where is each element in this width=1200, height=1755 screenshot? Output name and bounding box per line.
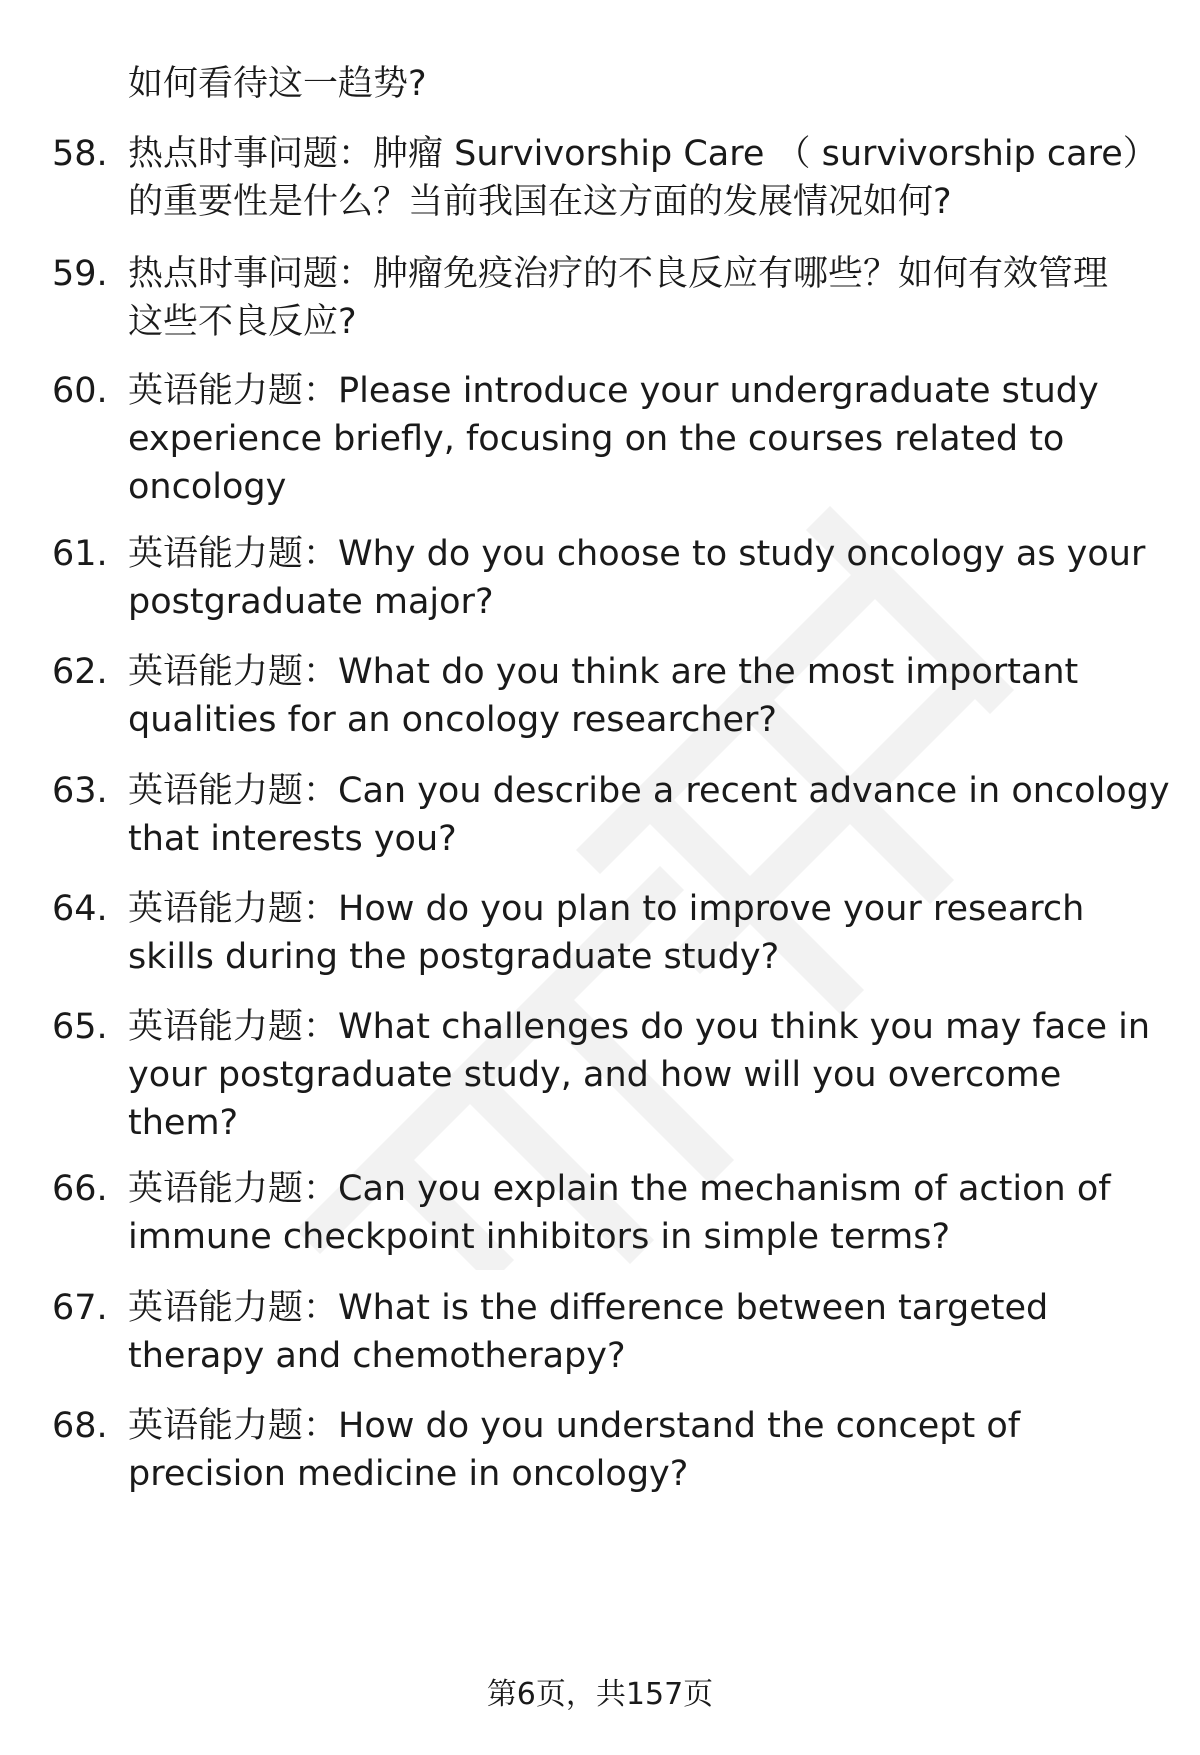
question-text-line: qualities for an oncology researcher? <box>128 700 778 740</box>
question-text-line: 英语能力题：How do you plan to improve your research <box>128 889 1085 929</box>
question-text <box>128 648 1162 744</box>
page-footer: 第6页，共157页 <box>486 1677 714 1712</box>
question-number: 59. <box>52 254 108 294</box>
question-number: 65. <box>52 1007 108 1047</box>
question-text-line: therapy and chemotherapy? <box>128 1336 626 1376</box>
question-number: 61. <box>52 534 108 574</box>
question-number: 68. <box>52 1406 108 1446</box>
question-text <box>128 1284 1162 1380</box>
question-text <box>128 1165 1162 1261</box>
question-text-line: 英语能力题：What is the difference between targeted <box>128 1288 1049 1328</box>
question-number: 58. <box>52 134 108 174</box>
question-number: 62. <box>52 652 108 692</box>
question-text <box>128 1003 1162 1147</box>
question-text-line: 英语能力题：Can you explain the mechanism of action of <box>128 1169 1111 1209</box>
question-text-line: 英语能力题：Why do you choose to study oncology as your <box>128 534 1146 574</box>
question-text-line: skills during the postgraduate study? <box>128 937 780 977</box>
continued-question-text: 如何看待这一趋势? <box>128 64 427 104</box>
question-text-line: 热点时事问题：肿瘤 Survivorship Care （ survivorship care） <box>128 134 1158 174</box>
question-text-line: 这些不良反应? <box>128 302 357 342</box>
question-text-line: your postgraduate study, and how will you overcome <box>128 1055 1062 1095</box>
question-text-line: them? <box>128 1103 239 1143</box>
question-text <box>128 130 1162 226</box>
question-text-line: 英语能力题：How do you understand the concept of <box>128 1406 1021 1446</box>
question-text-line: 英语能力题：What challenges do you think you may face in <box>128 1007 1151 1047</box>
question-text <box>128 885 1162 981</box>
question-text <box>128 367 1162 511</box>
question-text-line: oncology <box>128 467 287 507</box>
question-text <box>128 767 1170 863</box>
question-number: 67. <box>52 1288 108 1328</box>
question-text-line: that interests you? <box>128 819 457 859</box>
question-text-line: 英语能力题：What do you think are the most important <box>128 652 1079 692</box>
question-text-line: 英语能力题：Please introduce your undergraduate study <box>128 371 1099 411</box>
question-text-line: precision medicine in oncology? <box>128 1454 689 1494</box>
question-text-line: 热点时事问题：肿瘤免疫治疗的不良反应有哪些？如何有效管理 <box>128 254 1109 294</box>
question-text <box>128 250 1162 346</box>
question-text-line: postgraduate major? <box>128 582 494 622</box>
question-text-line: immune checkpoint inhibitors in simple terms? <box>128 1217 951 1257</box>
question-number: 64. <box>52 889 108 929</box>
question-text <box>128 530 1162 626</box>
question-text-line: 英语能力题：Can you describe a recent advance in oncology <box>128 771 1170 811</box>
question-text-line: experience briefly, focusing on the courses related to <box>128 419 1065 459</box>
question-number: 66. <box>52 1169 108 1209</box>
question-number: 63. <box>52 771 108 811</box>
question-text <box>128 1402 1162 1498</box>
question-text-line: 的重要性是什么？当前我国在这方面的发展情况如何? <box>128 182 952 222</box>
question-number: 60. <box>52 371 108 411</box>
